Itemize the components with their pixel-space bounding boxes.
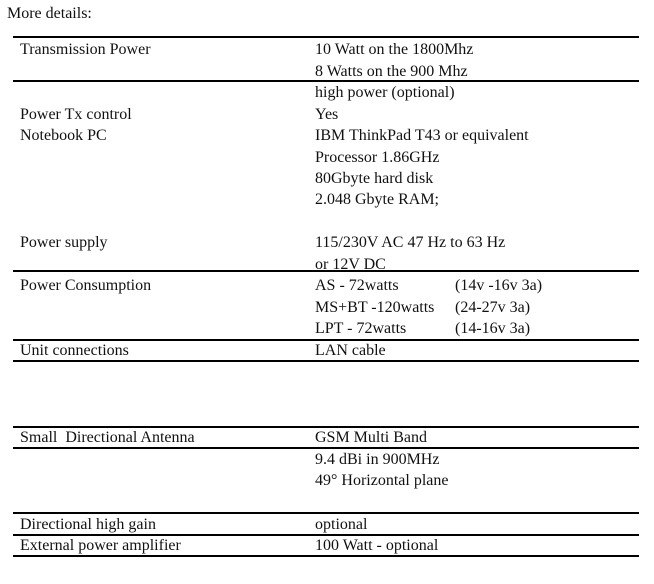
row-note: (14-16v 3a) — [455, 320, 531, 337]
row-value: GSM Multi Band — [315, 429, 428, 446]
row-label-transmission-power: Transmission Power — [20, 41, 151, 58]
row-value: Yes — [315, 106, 339, 123]
row-value: 80Gbyte hard disk — [315, 170, 434, 187]
row-value: LAN cable — [315, 342, 386, 359]
row-value: 10 Watt on the 1800Mhz — [315, 41, 474, 58]
row-value: or 12V DC — [315, 256, 386, 273]
table-rule — [13, 36, 639, 38]
row-label-power-consumption: Power Consumption — [20, 277, 152, 294]
row-label-power-tx-control: Power Tx control — [20, 106, 132, 123]
row-value: 2.048 Gbyte RAM; — [315, 191, 439, 208]
row-value: optional — [315, 516, 368, 533]
row-label-directional-high-gain: Directional high gain — [20, 516, 156, 533]
row-value: 9.4 dBi in 900MHz — [315, 451, 440, 468]
row-label-notebook-pc: Notebook PC — [20, 127, 107, 144]
row-value: 100 Watt - optional — [315, 537, 439, 554]
row-label-unit-connections: Unit connections — [20, 342, 129, 359]
row-value: 8 Watts on the 900 Mhz — [315, 63, 468, 80]
row-label-power-supply: Power supply — [20, 234, 108, 251]
row-value: IBM ThinkPad T43 or equivalent — [315, 127, 529, 144]
row-value: 49° Horizontal plane — [315, 472, 449, 489]
row-note: (24-27v 3a) — [455, 299, 531, 316]
row-value: Processor 1.86GHz — [315, 149, 440, 166]
row-label-external-power-amplifier: External power amplifier — [20, 537, 181, 554]
row-value: high power (optional) — [315, 84, 455, 101]
section-heading: More details: — [7, 5, 92, 22]
row-label-small-directional-antenna: Small Directional Antenna — [20, 429, 195, 446]
row-value: 115/230V AC 47 Hz to 63 Hz — [315, 234, 506, 251]
row-value: LPT - 72watts — [315, 320, 407, 337]
row-note: (14v -16v 3a) — [455, 277, 543, 294]
row-value: AS - 72watts — [315, 277, 399, 294]
row-value: MS+BT -120watts — [315, 299, 435, 316]
